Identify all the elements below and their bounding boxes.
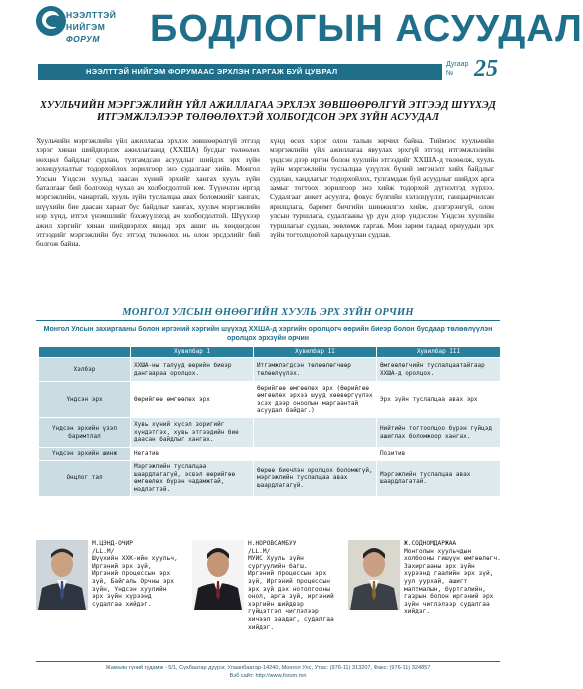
expert-text	[248, 540, 334, 631]
expert-name: Н.НОРОВСАМБУУ	[248, 540, 297, 547]
row-header: Хэлбэр	[39, 358, 131, 382]
series-banner: НЭЭЛТТЭЙ НИЙГЭМ ФОРУМААС ЭРХЛЭН ГАРГАЖ БУЙ ЦУВРАЛ	[38, 64, 442, 80]
logo-text-line1: НЭЭЛТТЭЙ	[66, 10, 117, 20]
table-row	[39, 460, 501, 496]
footer-address: Жамъян гүний гудамж - 5/1, Сүхбаатар дүүрэг, Улаанбаатар-14240, Монгол Улс, Утас: (976-11) 313207, Факс: (976-11) 324857	[105, 665, 431, 671]
expert-photo	[192, 540, 244, 610]
table-cell: Мэргэжлийн туслалцаа шаардлагагүй, эсвэл өөрийгөө өмгөөлөх бүрэн чадамжтай, мэдлэгтэй.	[131, 460, 254, 496]
table-cell: Мэргэжлийн туслалцаа авах шаардлагатай.	[377, 460, 501, 496]
section-heading: МОНГОЛ УЛСЫН ӨНӨӨГИЙН ХУУЛЬ ЭРХ ЗҮЙН ОРЧИН	[122, 307, 414, 318]
table-cell: Негатив	[131, 448, 254, 461]
logo-text-line2: НИЙГЭМ	[66, 22, 106, 32]
footer-website[interactable]: Вэб сайт: http://www.forum.mn	[229, 673, 307, 679]
expert-name: М.ЦЭНД-ОЧИР	[92, 540, 133, 547]
table-cell: ХХША-ны талууд өөрийн биеэр дангаараа оролцох.	[131, 358, 254, 382]
table-cell: Хувь хүний хүсэл зоригийг хүндэтгэх, хувь этгээдийн бие даасан байдлыг хангах.	[131, 418, 254, 448]
expert-degree: /LL.M/	[248, 547, 271, 555]
row-header: Үндсэн эрхийн шинж	[39, 448, 131, 461]
footer-divider	[36, 661, 500, 662]
expert-bio: Шүүхийн ХХК-ийн хуульч, Иргэний эрх зүй, Иргэний процессын эрх зүй, Байгаль Орчны эрх зүйн, Үндсэн хуулийн эрх зүйн хүрээнд судалгаа хийдэг.	[92, 555, 178, 608]
table-cell: Өөрийгөө өмгөөлөх эрх	[131, 382, 254, 418]
issue-label	[446, 60, 468, 78]
row-header: Үндсэн эрхийн үзэл баримтлал	[39, 418, 131, 448]
table-row	[39, 418, 501, 448]
expert-bio: Монголын хуульчдын холбооны гишүүн өмгөөлөгч. Захиргааны эрх зүйн хүрээнд гаалийн эрх зүй, уул уурхай, ашигт малтмалын, бүртгэлийн, газрын болон иргэний эрх зүйн чиглэлээр судалгаа хийдэг.	[404, 547, 501, 616]
expert-text	[404, 540, 502, 616]
table-row	[39, 382, 501, 418]
table-cell	[254, 418, 377, 448]
row-header: Онцлог тал	[39, 460, 131, 496]
table-cell: Нийтийн тогтоолцоо бүрэн гүйцэд ашиглах боломжоор хангах.	[377, 418, 501, 448]
issue-label-sign: №	[446, 70, 454, 77]
issue-number: 25	[474, 56, 498, 82]
table-cell: Өөрөө биечлэн оролцох боломжгүй, мэргэжлийн туслалцаа авах шаардлагагүй.	[254, 460, 377, 496]
table-header-variant-1: Хувилбар I	[131, 347, 254, 358]
table-row	[39, 358, 501, 382]
table-cell: Эрх зүйн туслалцаа авах эрх	[377, 382, 501, 418]
table-cell: Позитив	[377, 448, 501, 461]
expert-name: Ж.СОДНОМДАРЖАА	[404, 540, 457, 547]
header	[0, 0, 583, 62]
expert-degree: /LL.M/	[92, 547, 115, 555]
table-caption: Монгол Улсын захиргааны болон иргэний хэргийн шүүхэд ХХША-д хэргийн оролцогч өөрийн биеэр болон бусдаар төлөөлүүлэн оролцох эрхзүйн орчин	[43, 326, 493, 342]
table-row	[39, 448, 501, 461]
publication-title: БОДЛОГЫН АСУУДАЛ	[150, 8, 583, 50]
article-column-1: Хуульчийн мэргэжлийн үйл ажиллагаа эрхлэх зөвшөөрөлгүй этгээд хэрэг хянан шийдвэрлэх ажиллагаанд (ХХША) бусдыг төлөөлөх нөхцөл байдлыг судлан, тулгамдсан асуудлыг шийдэх эрх зүйн зохицуулалтыг тодорхойлох зорилгоор энэ судалгааг хийв. Монгол Улсын Үндсэн хуульд заасан хүний эрхийг хангах хууль зүйн баталгааг бий болгоход чухал ач холбогдолтой юм. Түүнчлэн иргэд мэргэжлийн, чанартай, хууль зүйн туслалцаа авах боломжийг хангах, шүүхийн бие даасан хараат бус байдлыг хангах, хуульч мэргэжлийн нэр хүнд, итгэл үнэмшлийг бэхжүүлэхэд ач холбогдолтой. Шүүхээр ажил хэргийг хянан шийдвэрлэх явцад эрх ашиг нь хөндөгдсөн этгээдийг мэргэжлийн бус этгээд төлөөлөх нь олон эрсдэлийг бий болгож байна.	[36, 136, 260, 249]
article-title: ХУУЛЬЧИЙН МЭРГЭЖЛИЙН ҮЙЛ АЖИЛЛАГАА ЭРХЛЭХ ЗӨВШӨӨРӨЛГҮЙ ЭТГЭЭД ШҮҮХЭД ИТГЭМЖЛЭЛЭЭР ТӨЛӨӨЛӨХТЭЙ ХОЛБОГДСОН ЭРХ ЗҮЙН АСУУДАЛ	[40, 100, 496, 123]
logo-text-line3: ФОРУМ	[66, 34, 100, 44]
table-cell	[254, 448, 377, 461]
table-cell: Өөрийгөө өмгөөлөх эрх (Өөрийгөө өмгөөлөх эрхээ шууд хөөвөргүүлэх эсэх дээр оноолын маргаантай асуудал байдаг.)	[254, 382, 377, 418]
table-header-corner	[39, 347, 131, 358]
row-header: Үндсэн эрх	[39, 382, 131, 418]
table-header-variant-2: Хувилбар II	[254, 347, 377, 358]
forum-logo-icon	[36, 6, 66, 36]
legal-environment-table	[38, 346, 501, 497]
section-divider	[36, 320, 500, 321]
table-header-row	[39, 347, 501, 358]
table-header-variant-3: Хувилбар III	[377, 347, 501, 358]
expert-photo	[36, 540, 88, 610]
expert-photo	[348, 540, 400, 610]
table-cell: Итгэмжлэгдсэн төлөөлөгчөөр төлөөлүүлэх.	[254, 358, 377, 382]
expert-text	[92, 540, 178, 608]
table-cell: Өмгөөлөгчийн туслалцаатайгаар ХХША-д оролцох.	[377, 358, 501, 382]
article-column-2: хүнд өсөх хэрэг олон талын зөрчил байна. Тиймээс хуульчийн мэргэжлийн үйл ажиллагаа явуулах эрхгүй этгээд итгэмжлэлийн үндсэн дээр иргэн болон хуулийн этгээдийг ХХША-д төлөөлж, хууль зүйн мэргэжлийн туслалцаа үзүүлэх бүхий эмгэнэлт хийх байдлыг судлан, хандлагыг тодорхойлох, тулгамдаж буй асуудлыг шийдэх арга замыг тогтоох зорилгоор энэ хийж тодорхой дүгнэлтэд хүрлээ. Судалгааг анкет асуулга, фокус бүлгийн хэлэлцүүлэг, ганцаарчилсан ярилцлага, баримт бичгийн шинжилгээ хийж, дэлгэрэнгүй, олон улсын туршлага, судалгааны үр дүн дээр үндэслэн Үндсэн хуулийн туршлагыг судлан, зөвлөмж гаргав. Мөн зарим гадаад орнуудын эрх зүйн тогтолцоотой харьцуулан судлав.	[270, 136, 494, 240]
logo	[36, 6, 132, 56]
expert-bio: МУИС Хууль зүйн сургуулийн багш. Иргэний процессын эрх зүй, Иргэний процессын эрх зүй дэх нотолгооны онол, арга зүй, иргэний хэргийн шийдвэр гүйцэтгэл чиглэлээр хичээл заадаг, судалгаа хийдэг.	[248, 555, 334, 631]
footer	[36, 664, 500, 680]
issue-label-word: Дугаар	[446, 61, 469, 68]
